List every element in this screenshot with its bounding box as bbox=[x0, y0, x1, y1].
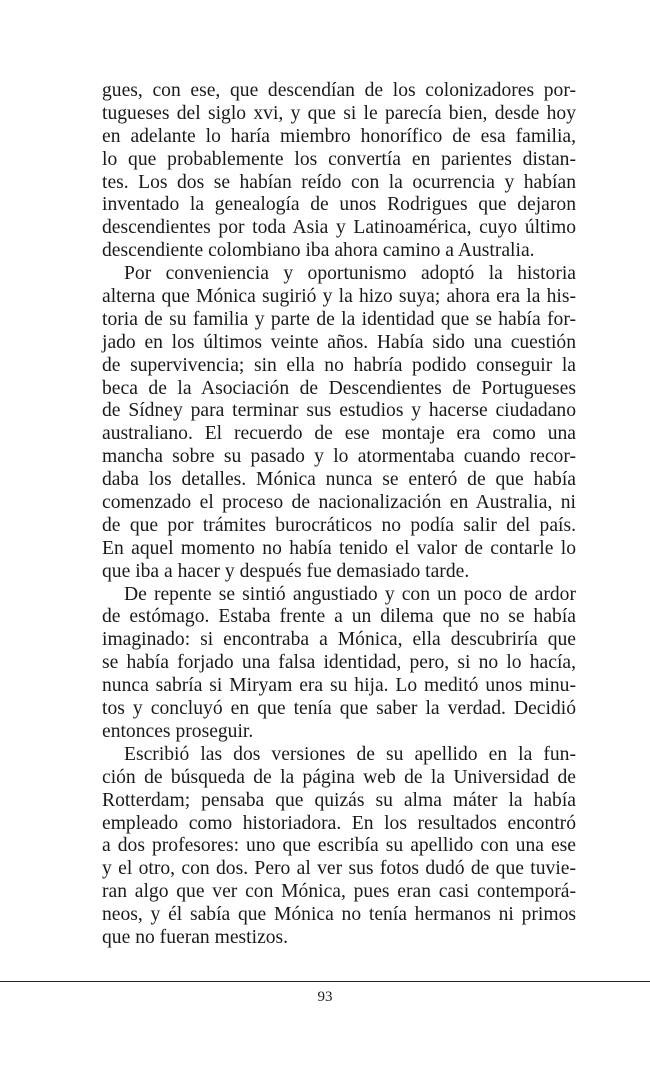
paragraph bbox=[102, 744, 576, 950]
text-line: tes. Los dos se habían reído con la ocurrencia y habían bbox=[102, 171, 576, 193]
text-line: tugueses del siglo xvi, y que si le parecía bien, desde hoy bbox=[102, 102, 576, 124]
text-line: beca de la Asociación de Descendientes de Portugueses bbox=[102, 377, 576, 399]
text-line: mancha sobre su pasado y lo atormentaba cuando recor- bbox=[102, 446, 576, 468]
text-line: gues, con ese, que descendían de los colonizadores por- bbox=[102, 80, 576, 101]
text-line: de supervivencia; sin ella no habría podido conseguir la bbox=[102, 354, 576, 376]
text-line: inventado la genealogía de unos Rodrigues que dejaron bbox=[102, 194, 576, 216]
text-line: jado en los últimos veinte años. Había sido una cuestión bbox=[102, 331, 576, 353]
text-line: comenzado el proceso de nacionalización en Australia, ni bbox=[102, 492, 576, 514]
text-line: De repente se sintió angustiado y con un poco de ardor bbox=[124, 583, 576, 605]
text-line: de que por trámites burocráticos no podía salir del país. bbox=[102, 514, 576, 536]
text-line: y el otro, con dos. Pero al ver sus fotos dudó de que tuvie- bbox=[102, 858, 576, 880]
text-line: neos, y él sabía que Mónica no tenía hermanos ni primos bbox=[102, 904, 576, 926]
text-line: australiano. El recuerdo de ese montaje era como una bbox=[102, 423, 576, 445]
text-line: toria de su familia y parte de la identidad que se había for- bbox=[102, 308, 576, 330]
text-line: de Sídney para terminar sus estudios y hacerse ciudadano bbox=[102, 400, 576, 422]
text-line: que no fueran mestizos. bbox=[102, 926, 289, 948]
text-line: a dos profesores: uno que escribía su apellido con una ese bbox=[102, 835, 576, 857]
text-line: lo que probablemente los convertía en parientes distan- bbox=[102, 148, 576, 170]
text-line: ción de búsqueda de la página web de la Universidad de bbox=[102, 766, 576, 788]
text-line: de estómago. Estaba frente a un dilema que no se había bbox=[102, 606, 576, 628]
text-line: ran algo que ver con Mónica, pues eran casi contemporá- bbox=[102, 881, 576, 903]
footer-rule bbox=[0, 981, 650, 982]
text-line: que iba a hacer y después fue demasiado tarde. bbox=[102, 560, 470, 582]
text-line: Escribió las dos versiones de su apellido en la fun- bbox=[124, 743, 576, 765]
body-text bbox=[102, 80, 576, 950]
paragraph bbox=[102, 80, 576, 263]
text-line: entonces proseguir. bbox=[102, 720, 254, 742]
text-line: nunca sabría si Miryam era su hija. Lo meditó unos minu- bbox=[102, 675, 576, 697]
text-line: En aquel momento no había tenido el valor de contarle lo bbox=[102, 537, 576, 559]
text-line: tos y concluyó en que tenía que saber la verdad. Decidió bbox=[102, 698, 576, 720]
text-line: Rotterdam; pensaba que quizás su alma máter la había bbox=[102, 789, 576, 811]
text-line: descendiente colombiano iba ahora camino a Australia. bbox=[102, 240, 535, 262]
paragraph bbox=[102, 584, 576, 744]
text-line: daba los detalles. Mónica nunca se enteró de que había bbox=[102, 469, 576, 491]
text-line: empleado como historiadora. En los resultados encontró bbox=[102, 812, 576, 834]
text-line: se había forjado una falsa identidad, pero, si no lo hacía, bbox=[102, 652, 576, 674]
text-line: en adelante lo haría miembro honorífico de esa familia, bbox=[102, 125, 576, 147]
paragraph bbox=[102, 263, 576, 583]
text-line: Por conveniencia y oportunismo adoptó la historia bbox=[124, 263, 576, 285]
text-line: imaginado: si encontraba a Mónica, ella descubriría que bbox=[102, 629, 576, 651]
page-number: 93 bbox=[317, 989, 333, 1005]
text-line: descendientes por toda Asia y Latinoamérica, cuyo último bbox=[102, 217, 576, 239]
text-line: alterna que Mónica sugirió y la hizo suya; ahora era la his- bbox=[102, 286, 576, 308]
